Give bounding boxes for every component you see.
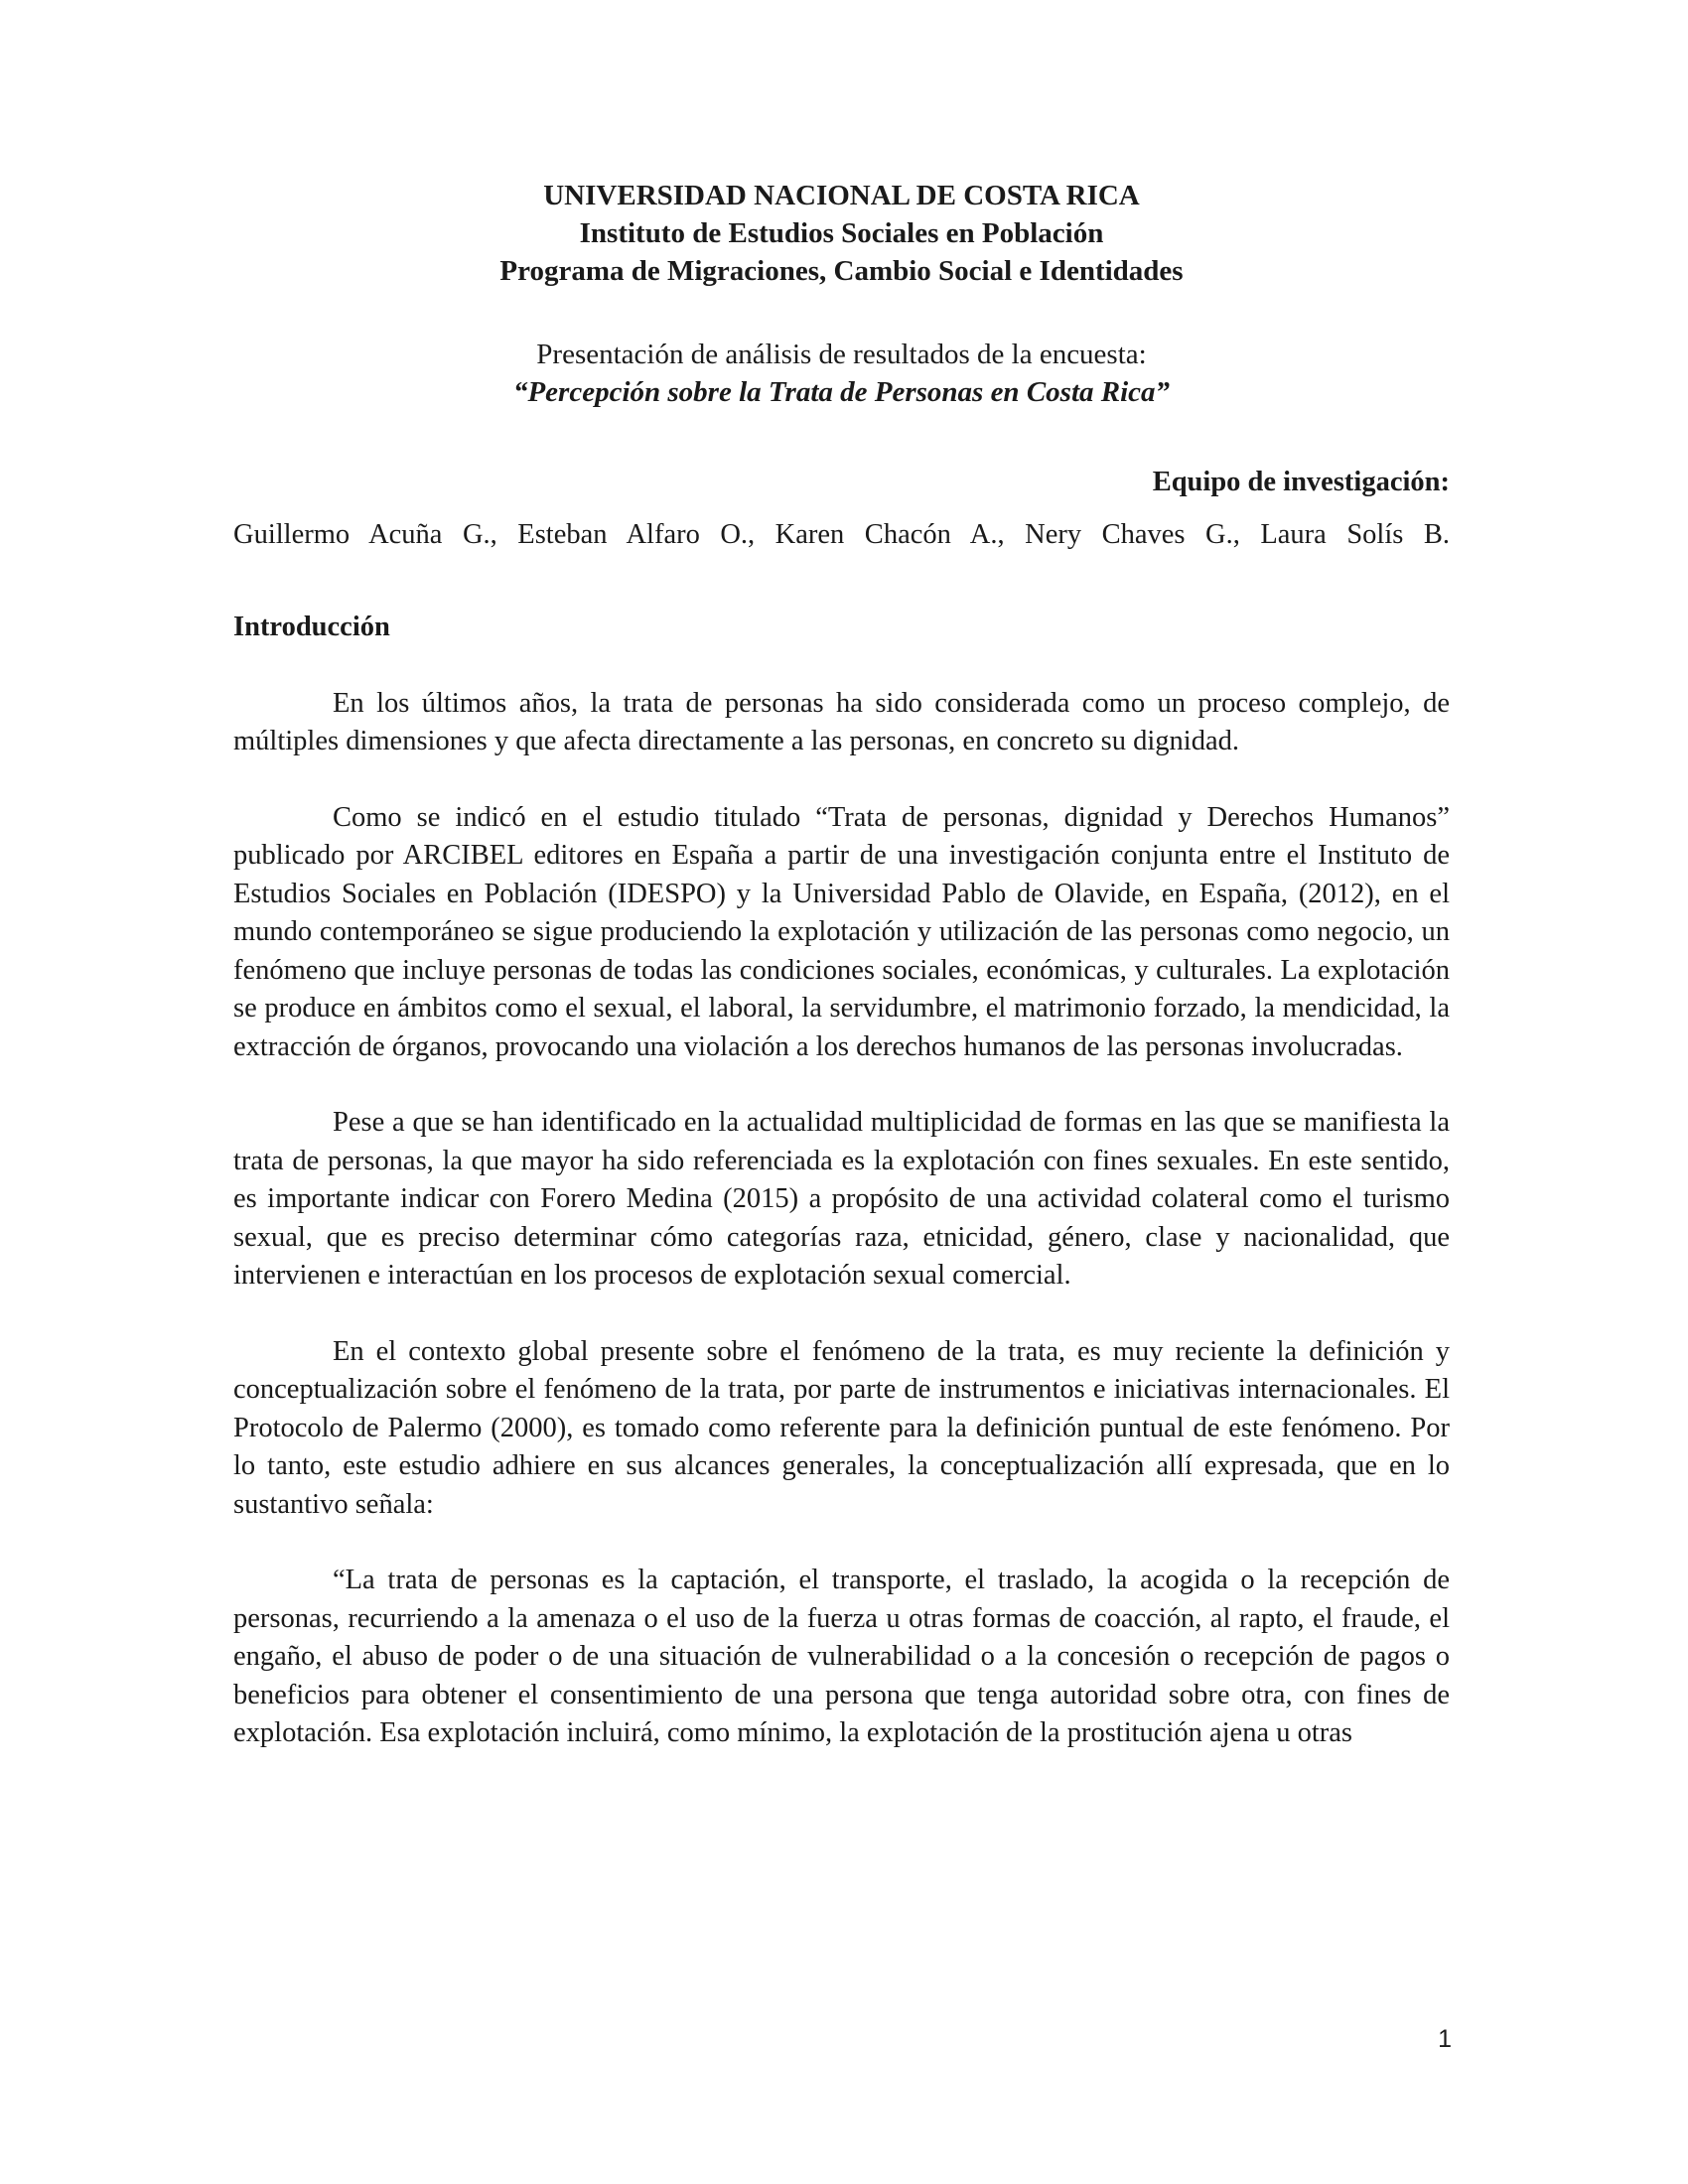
paragraph: En los últimos años, la trata de personas ha sido considerada como un proceso complejo, de múltiples dimensiones y que afecta directamente a las personas, en concreto su dignidad. xyxy=(233,687,1450,756)
institute-name: Instituto de Estudios Sociales en Población xyxy=(579,217,1104,249)
team-label: Equipo de investigación: xyxy=(1152,467,1450,497)
document-header xyxy=(233,177,1450,290)
university-name: UNIVERSIDAD NACIONAL DE COSTA RICA xyxy=(543,180,1140,211)
quoted-definition: “La trata de personas es la captación, el transporte, el traslado, la acogida o la recepción de personas, recurriendo a la amenaza o el uso de la fuerza u otras formas de coacción, al rapto, el fraude, el engaño, el abuso de poder o de una situación de vulnerabilidad o a la concesión o recepción de pagos o beneficios para obtener el consentimiento de una persona que tenga autoridad sobre otra, con fines de explotación. Esa explotación incluirá, como mínimo, la explotación de la prostitución ajena u otras xyxy=(233,1565,1450,1748)
survey-title: “Percepción sobre la Trata de Personas en Costa Rica” xyxy=(512,376,1171,408)
presentation-subtitle xyxy=(233,336,1450,411)
paragraph: En el contexto global presente sobre el fenómeno de la trata, es muy reciente la definición y conceptualización sobre el fenómeno de la trata, por parte de instrumentos e iniciativas internacionales. El Protocolo de Palermo (2000), es tomado como referente para la definición puntual de este fenómeno. Por lo tanto, este estudio adhiere en sus alcances generales, la conceptualización allí expresada, que en lo sustantivo señala: xyxy=(233,1335,1450,1520)
section-heading: Introducción xyxy=(233,612,390,642)
page-content xyxy=(233,177,1450,1753)
subtitle-line: Presentación de análisis de resultados de la encuesta: xyxy=(536,339,1147,370)
page-number: 1 xyxy=(1438,2025,1452,2053)
program-name: Programa de Migraciones, Cambio Social e Identidades xyxy=(499,255,1184,287)
paragraph: Pese a que se han identificado en la actualidad multiplicidad de formas en las que se manifiesta la trata de personas, la que mayor ha sido referenciada es la explotación con fines sexuales. En este sentido, es importante indicar con Forero Medina (2015) a propósito de una actividad colateral como el turismo sexual, que es preciso determinar cómo categorías raza, etnicidad, género, clase y nacionalidad, que intervienen e interactúan en los procesos de explotación sexual comercial. xyxy=(233,1107,1450,1291)
team-members: Guillermo Acuña G., Esteban Alfaro O., Karen Chacón A., Nery Chaves G., Laura Solís B. xyxy=(233,518,1450,550)
paragraph: Como se indicó en el estudio titulado “Trata de personas, dignidad y Derechos Humanos” publicado por ARCIBEL editores en España a partir de una investigación conjunta entre el Instituto de Estudios Sociales en Población (IDESPO) y la Universidad Pablo de Olavide, en España, (2012), en el mundo contemporáneo se sigue produciendo la explotación y utilización de las personas como negocio, un fenómeno que incluye personas de todas las condiciones sociales, económicas, y culturales. La explotación se produce en ámbitos como el sexual, el laboral, la servidumbre, el matrimonio forzado, la mendicidad, la extracción de órganos, provocando una violación a los derechos humanos de las personas involucradas. xyxy=(233,801,1450,1062)
